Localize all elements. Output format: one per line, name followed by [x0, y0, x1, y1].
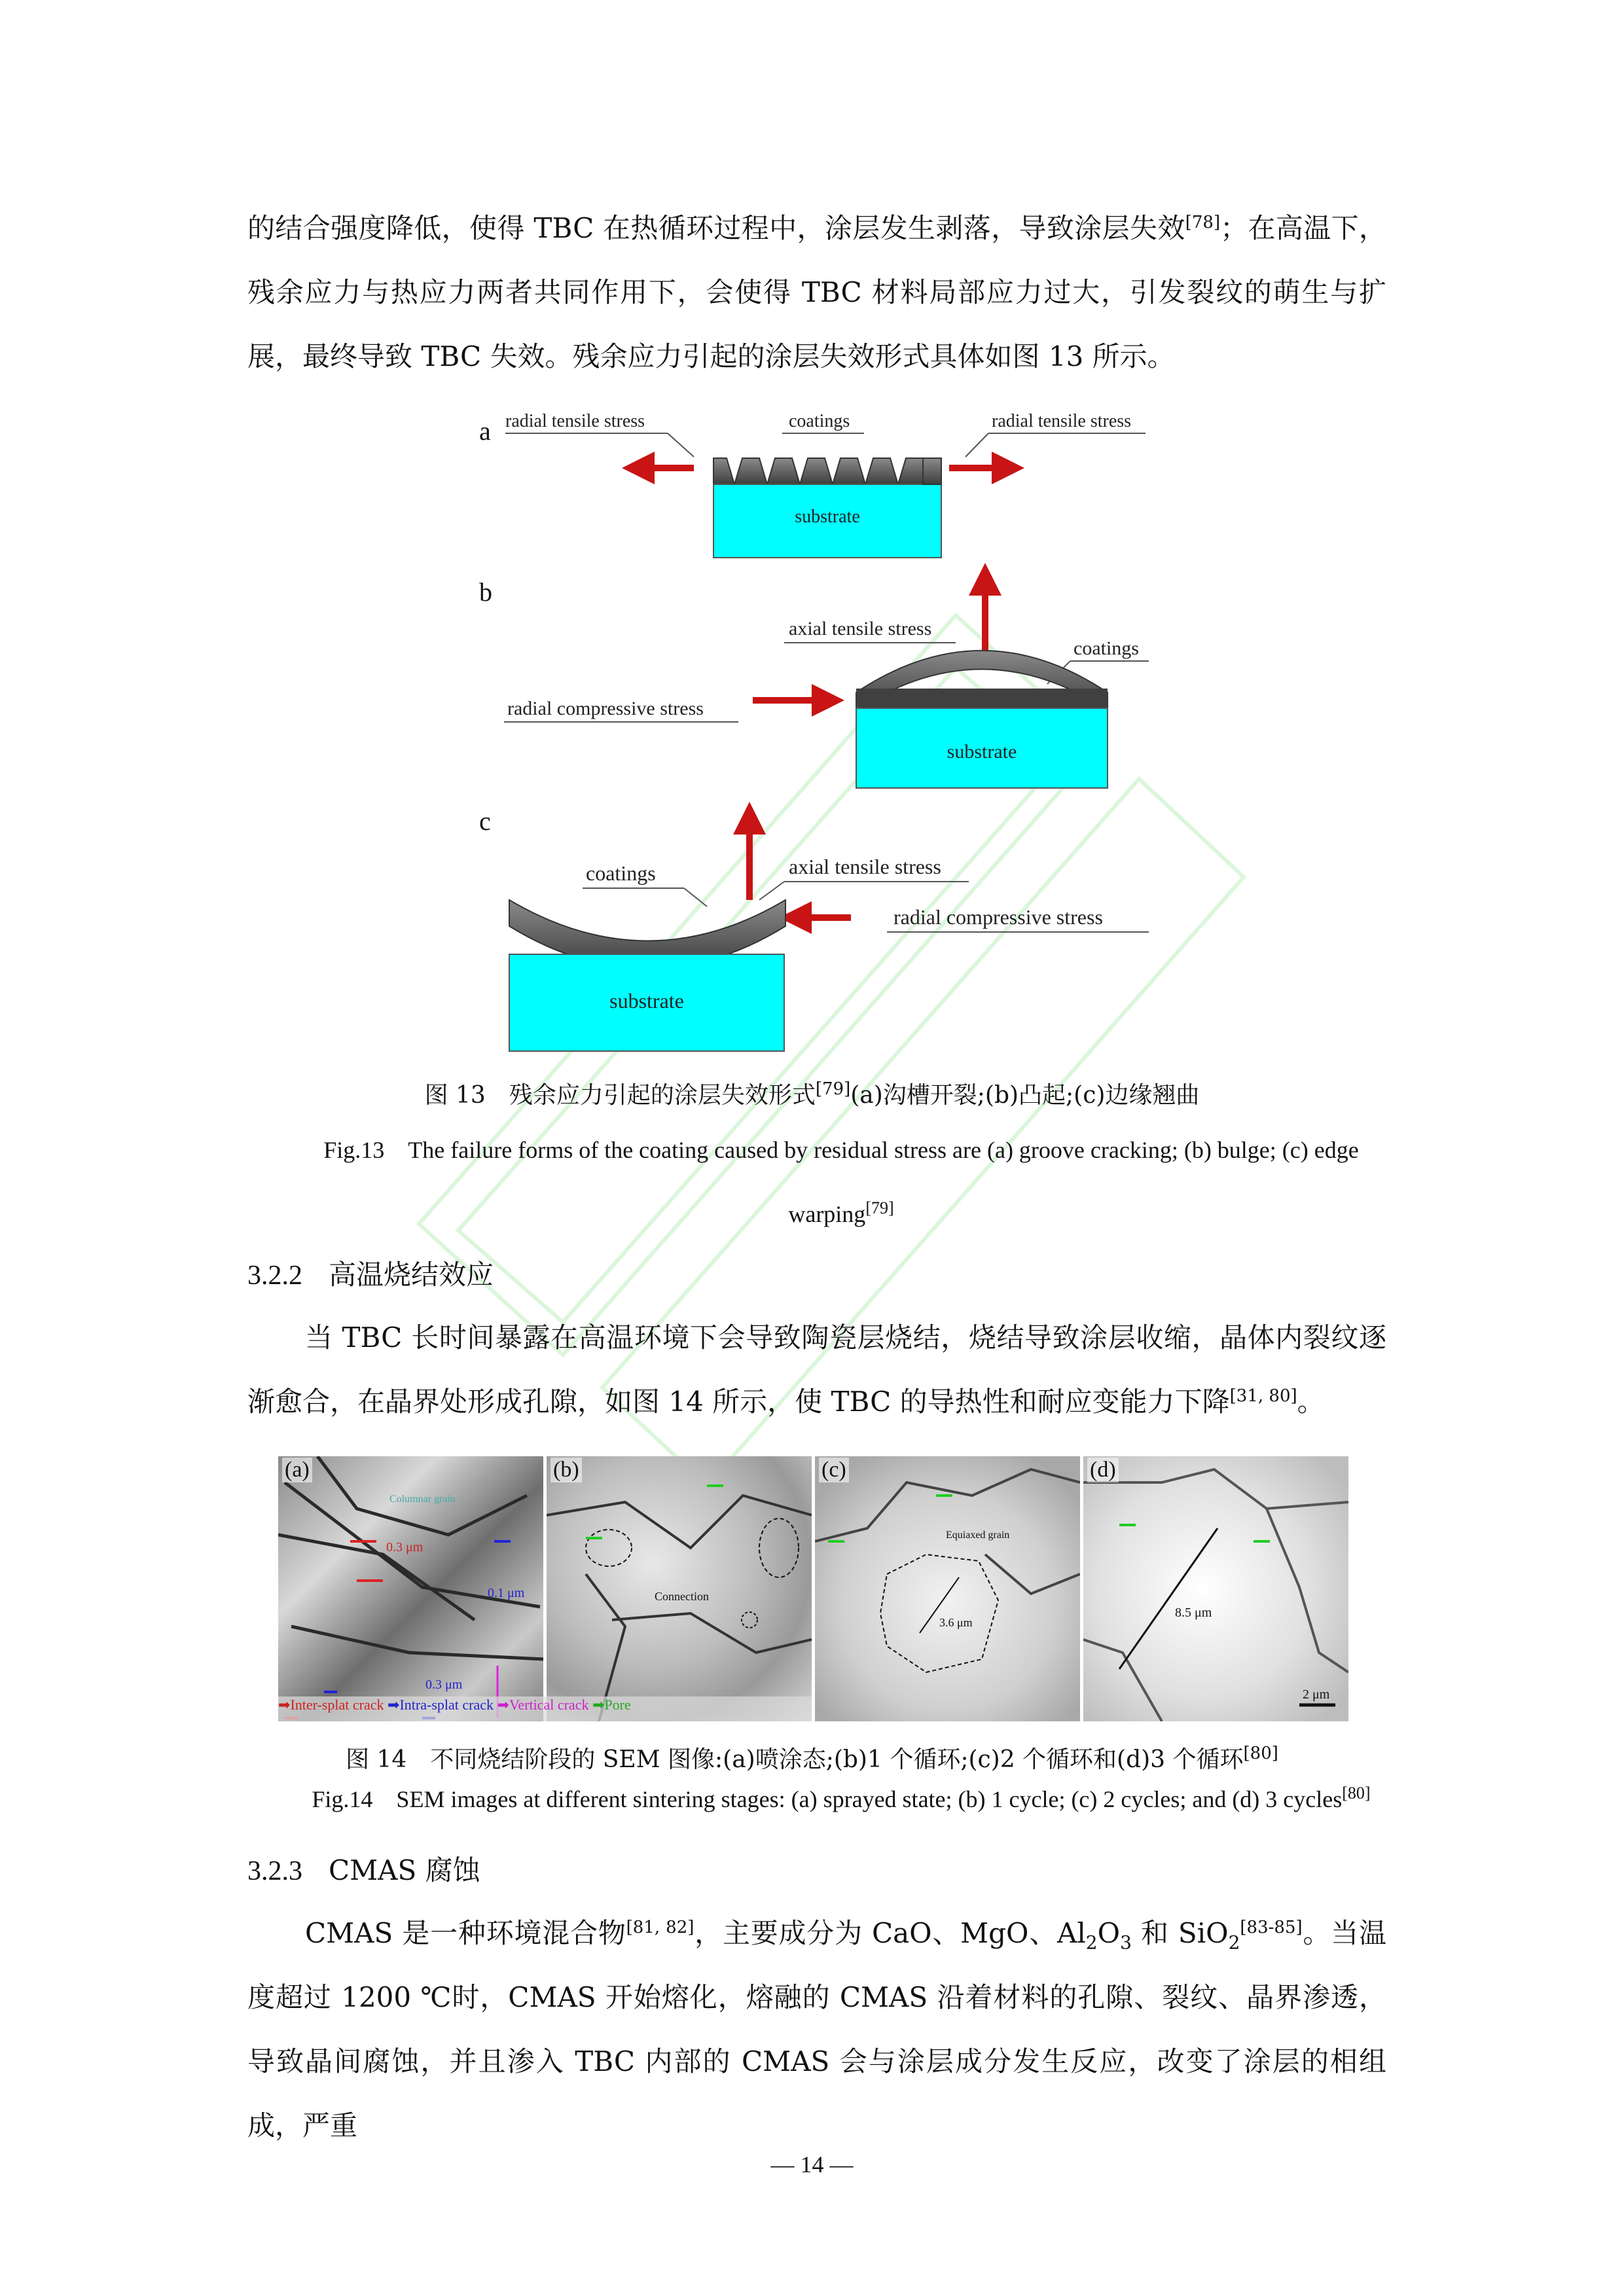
svg-text:0.3 μm: 0.3 μm [386, 1540, 424, 1554]
figure-14-legend: ➡Inter-splat crack ➡Intra-splat crack ➡Vertical crack ➡Pore [278, 1696, 812, 1721]
panel-c-label: c [479, 806, 491, 836]
svg-text:substrate: substrate [947, 741, 1017, 762]
panel-a-right-text: radial tensile stress [992, 411, 1132, 431]
svg-text:8.5 μm: 8.5 μm [1175, 1605, 1212, 1620]
figure-14-caption-en: Fig.14 SEM images at different sintering stages: (a) sprayed state; (b) 1 cycle; (c) 2 cycles; and (d) 3 cycles[80] [312, 1784, 1371, 1812]
panel-c-axial-text: axial tensile stress [789, 855, 941, 878]
section-heading-3-2-2: 3.2.2 高温烧结效应 [247, 1259, 494, 1291]
svg-text:substrate: substrate [609, 989, 684, 1013]
svg-text:Columnar grain: Columnar grain [389, 1494, 456, 1505]
svg-text:0.3 μm: 0.3 μm [425, 1677, 463, 1692]
panel-b-axial-text: axial tensile stress [789, 618, 932, 639]
paragraph-2: 当 TBC 长时间暴露在高温环境下会导致陶瓷层烧结，烧结导致涂层收缩，晶体内裂纹逐渐愈合，在晶界处形成孔隙，如图 14 所示，使 TBC 的导热性和耐应变能力下降[31, 80]。 [247, 1321, 1386, 1418]
panel-a-grooved-coating [713, 458, 923, 484]
sem-panel-d [1083, 1456, 1348, 1721]
page-number: — 14 — [770, 2151, 854, 2178]
svg-text:Connection: Connection [655, 1590, 709, 1603]
panel-a-left-text: radial tensile stress [505, 411, 645, 431]
section-heading-3-2-3: 3.2.3 CMAS 腐蚀 [247, 1854, 480, 1886]
panel-a-coatings-text: coatings [789, 411, 850, 431]
panel-c-coatings-text: coatings [586, 861, 656, 885]
paragraph-3: CMAS 是一种环境混合物[81, 82]，主要成分为 CaO、MgO、$Al_2O_3$ 和 SiO$_2$[83-85]。当温度超过 1200 ℃时，CMAS 开始熔化，熔融的 CMAS 沿着材料的孔隙、裂纹、晶界渗透，导致晶间腐蚀，并且渗入 TBC 内部的 CMAS 会与涂层成分发生反应，改变了涂层的相组成，严重 [247, 1917, 1386, 2142]
sem-panel-d-tag: (d) [1087, 1458, 1119, 1482]
figure-13-caption-en: Fig.13 The failure forms of the coating caused by residual stress are (a) groove cracking; (b) bulge; (c) edge warping[79] [323, 1137, 1359, 1227]
svg-text:3.6 μm: 3.6 μm [939, 1616, 973, 1629]
figure-13-diagram [0, 393, 1624, 1060]
panel-c-radial-text: radial compressive stress [893, 905, 1103, 929]
paragraph-1: 的结合强度降低，使得 TBC 在热循环过程中，涂层发生剥落，导致涂层失效[78]；在高温下，残余应力与热应力两者共同作用下，会使得 TBC 材料局部应力过大，引发裂纹的萌生与扩展，最终导致 TBC 失效。残余应力引起的涂层失效形式具体如图 13 所示。 [247, 212, 1386, 372]
svg-text:substrate: substrate [795, 507, 860, 527]
figure-14-caption-cn: 图 14 不同烧结阶段的 SEM 图像:(a)喷涂态;(b)1 个循环;(c)2 个循环和(d)3 个循环[80] [346, 1744, 1278, 1773]
figure-13-caption-cn: 图 13 残余应力引起的涂层失效形式[79](a)沟槽开裂;(b)凸起;(c)边缘翘曲 [424, 1079, 1200, 1109]
sem-panel-a [278, 1456, 543, 1721]
sem-panel-b-tag: (b) [550, 1458, 582, 1482]
svg-text:0.1 μm: 0.1 μm [488, 1586, 525, 1600]
sem-panel-c [815, 1456, 1080, 1721]
panel-b-label: b [479, 577, 492, 607]
svg-text:2 μm: 2 μm [1303, 1687, 1330, 1702]
panel-b-coatings-text: coatings [1074, 637, 1139, 659]
panel-b-radial-text: radial compressive stress [507, 698, 704, 719]
panel-a-label: a [479, 416, 491, 446]
sem-panel-c-tag: (c) [819, 1458, 849, 1482]
svg-text:Equiaxed grain: Equiaxed grain [946, 1530, 1010, 1541]
sem-panel-b [547, 1456, 812, 1721]
sem-panel-a-tag: (a) [282, 1458, 312, 1482]
